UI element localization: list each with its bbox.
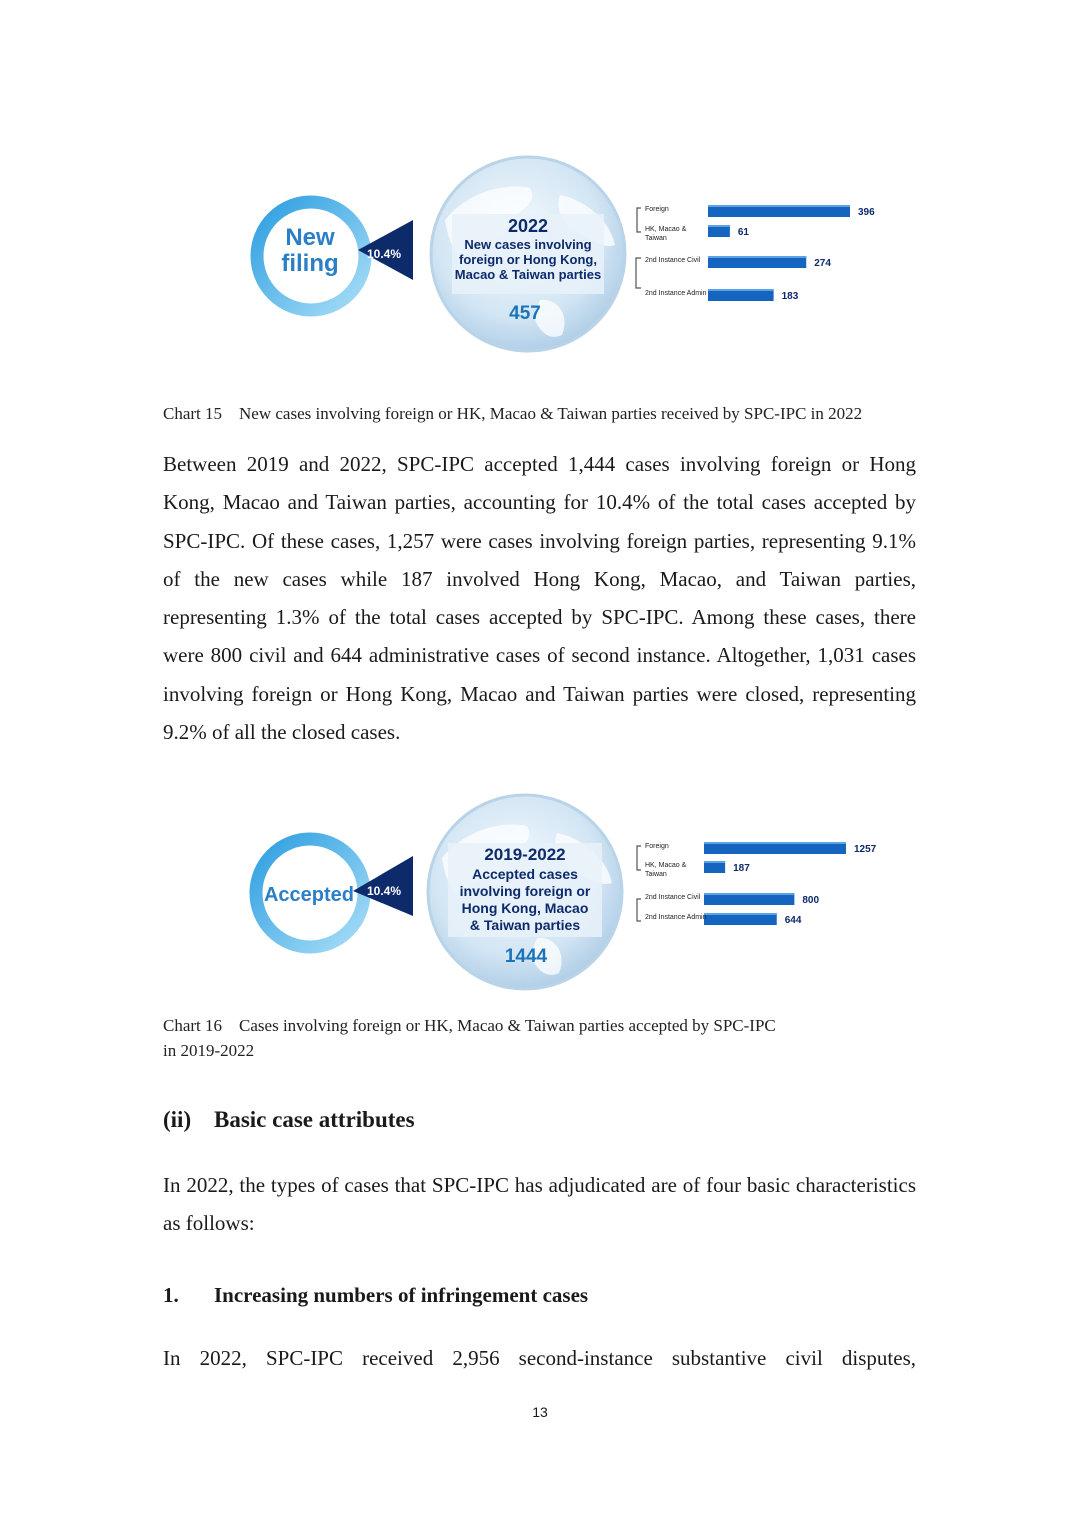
chart15-bracket-top	[637, 208, 641, 232]
chart16-bracket-bottom	[637, 899, 641, 921]
chart15-ring-label-1: New	[285, 224, 335, 251]
chart15-globe-line2: foreign or Hong Kong,	[459, 252, 597, 267]
page-number: 13	[532, 1404, 548, 1420]
chart16-caption-line2: in 2019-2022	[163, 1041, 255, 1060]
chart16-globe-line1: Accepted cases	[472, 866, 578, 882]
subsection-heading-1	[163, 1283, 588, 1308]
bar-value-label-2: 274	[814, 258, 831, 269]
chart16-globe-line4: & Taiwan parties	[469, 917, 581, 933]
chart15-pointer-percent: 10.4%	[366, 247, 402, 261]
bar-category-label-1: HK, Macao &	[645, 862, 687, 869]
bar-value-label-0: 396	[858, 207, 875, 218]
paragraph-2: In 2022, the types of cases that SPC-IPC has adjudicated are of four basic characteristics as follows:	[163, 1173, 916, 1236]
bar-category-label-2: 2nd Instance Civil	[645, 894, 701, 901]
chart15-globe-year: 2022	[507, 216, 549, 236]
chart15-globe-line3: Macao & Taiwan parties	[454, 267, 602, 282]
paragraph-3: In 2022, SPC-IPC received 2,956 second-instance substantive civil disputes,	[163, 1346, 916, 1370]
bar-category-label-1: HK, Macao &	[645, 226, 687, 233]
bar-category-label-0: Foreign	[645, 206, 669, 213]
subsection-number: 1.	[163, 1283, 179, 1307]
bar-highlight-2	[708, 256, 806, 258]
chart16-caption-number: Chart 16	[163, 1016, 223, 1035]
chart16-bracket-top	[637, 846, 641, 870]
bar-highlight-0	[708, 205, 850, 207]
chart16-caption-text: Cases involving foreign or HK, Macao & Taiwan parties accepted by SPC-IPC	[239, 1016, 776, 1035]
chart16-figure	[240, 788, 900, 998]
paragraph-1: Between 2019 and 2022, SPC-IPC accepted 1,444 cases involving foreign or Hong Kong, Macao and Taiwan parties, accounting for 10.4% of the total cases accepted by SPC-IPC. Of these cases, 1,257 were cases involving foreign parties, representing 9.1% of the new cases while 187 involved Hong Kong, Macao, and Taiwan parties, representing 1.3% of the total cases accepted by SPC-IPC. Among these cases, there were 800 civil and 644 administrative cases of second instance. Altogether, 1,031 cases involving foreign or Hong Kong, Macao and Taiwan parties were closed, representing 9.2% of all the closed cases.	[163, 452, 916, 745]
chart15-globe-total: 457	[509, 303, 541, 324]
bar-highlight-0	[704, 842, 846, 844]
chart16-globe-total: 1444	[504, 946, 548, 967]
bar-value-label-1: 61	[737, 227, 749, 238]
chart15-caption-text: New cases involving foreign or HK, Macao & Taiwan parties received by SPC-IPC in 2022	[239, 404, 863, 423]
section-heading-ii	[163, 1107, 415, 1133]
bar-value-label-3: 644	[784, 915, 802, 926]
bar-value-label-3: 183	[781, 291, 799, 302]
bar-value-label-1: 187	[733, 863, 750, 874]
bar-category-label-2: 2nd Instance Civil	[645, 257, 701, 264]
chart16-pointer-percent: 10.4%	[366, 884, 402, 898]
chart15-figure	[240, 150, 900, 360]
chart15-ring-label-2: filing	[281, 250, 339, 277]
chart16-caption	[163, 1013, 923, 1063]
section-number: (ii)	[163, 1107, 192, 1132]
bar-highlight-1	[708, 225, 730, 227]
bar-highlight-3	[704, 913, 777, 915]
chart16-globe-year: 2019-2022	[484, 845, 566, 864]
section-title: Basic case attributes	[214, 1107, 415, 1132]
bar-category-label-1-1: Taiwan	[645, 871, 667, 878]
chart16-globe-line2: involving foreign or	[459, 883, 591, 899]
chart16-globe-line3: Hong Kong, Macao	[461, 900, 589, 916]
bar-category-label-1-1: Taiwan	[645, 235, 667, 242]
bar-category-label-0: Foreign	[645, 843, 669, 850]
bar-highlight-2	[704, 893, 794, 895]
chart15-bracket-bottom	[636, 258, 641, 288]
chart15-caption	[163, 401, 963, 426]
chart15-globe-line1: New cases involving	[464, 237, 592, 252]
chart15-bars	[645, 205, 875, 302]
bar-category-label-3: 2nd Instance Admin	[645, 914, 707, 921]
bar-value-label-0: 1257	[854, 844, 877, 855]
chart16-bars	[645, 842, 877, 926]
chart16-ring-label: Accepted	[263, 884, 355, 906]
chart15-caption-number: Chart 15	[163, 404, 223, 423]
bar-value-label-2: 800	[802, 895, 820, 906]
subsection-title: Increasing numbers of infringement cases	[214, 1283, 589, 1307]
bar-category-label-3: 2nd Instance Admin	[645, 290, 707, 297]
bar-highlight-1	[704, 861, 725, 863]
chart16-caption-line1	[163, 1013, 923, 1038]
bar-highlight-3	[708, 289, 774, 291]
